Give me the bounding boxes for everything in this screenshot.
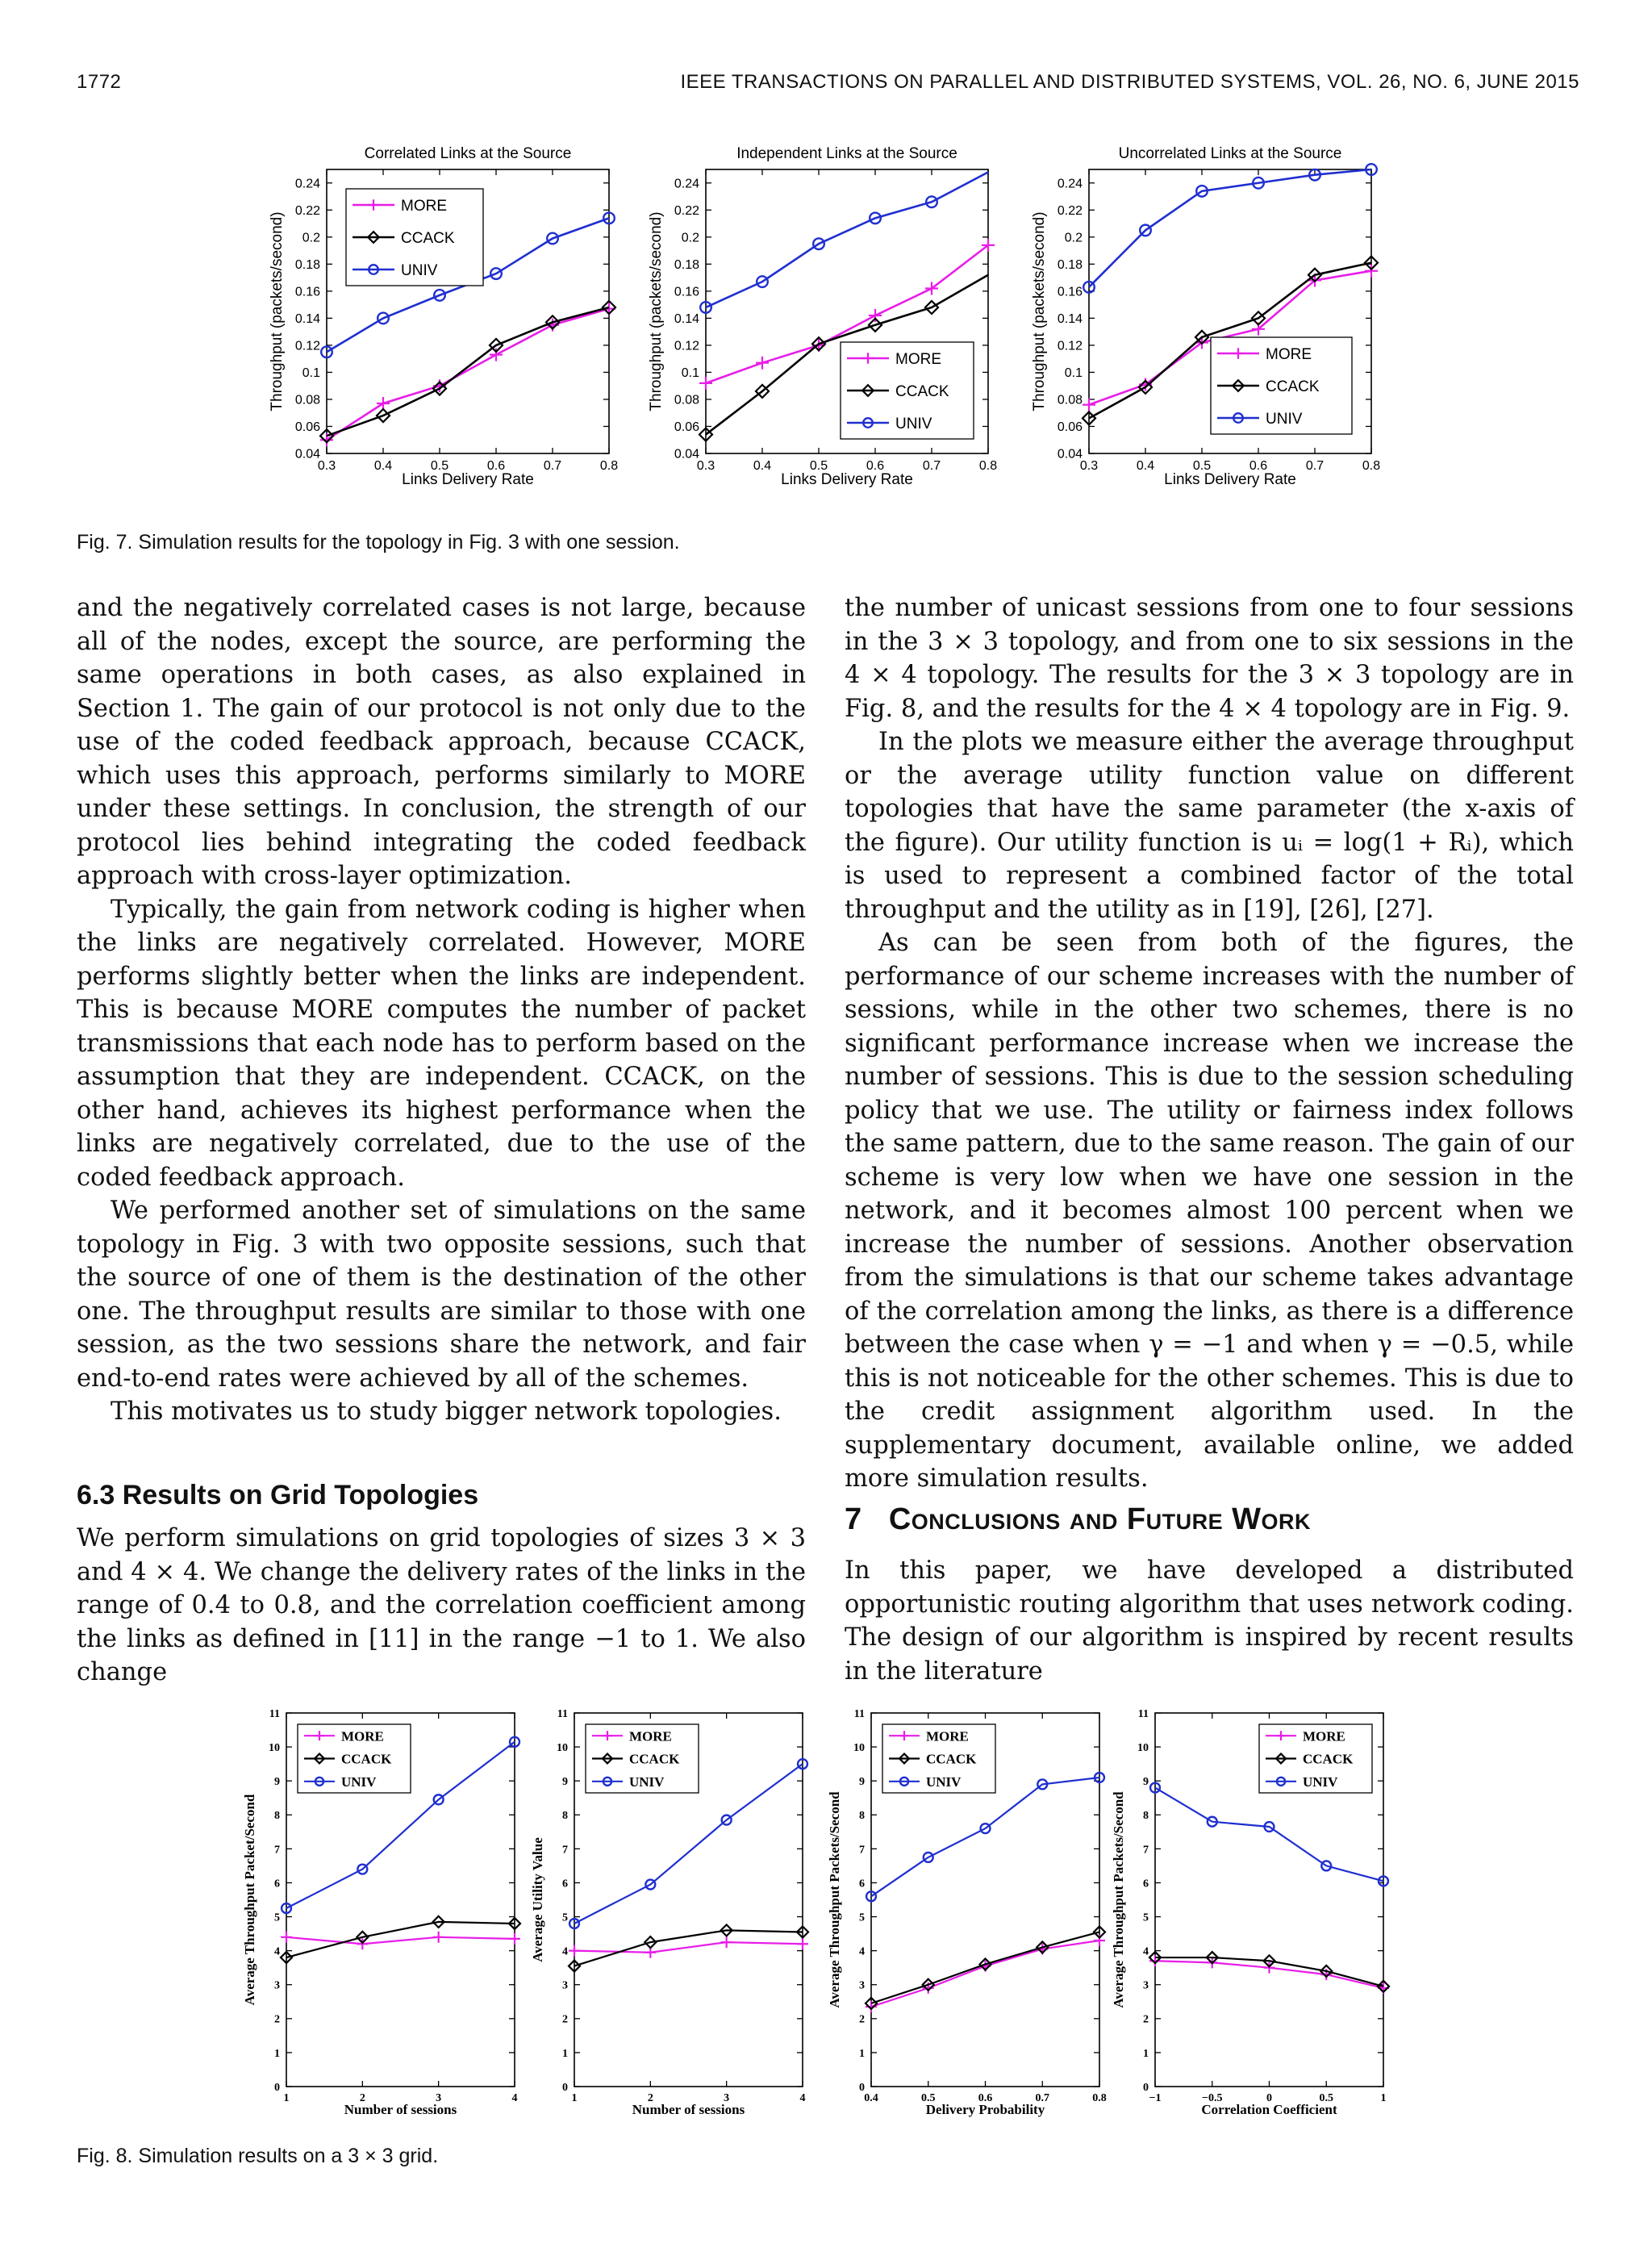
x-tick-label: 1 [571,2092,578,2104]
legend-label: UNIV [1266,410,1303,428]
x-tick-label: 0.5 [921,2092,936,2104]
legend-label: CCACK [629,1751,680,1767]
x-tick-label: 0.5 [809,459,828,473]
x-tick-label: 0 [1266,2092,1272,2104]
y-axis-label: Average Throughput Packets/Second [827,1791,842,2008]
y-tick-label: 0.22 [1057,203,1083,218]
y-tick-label: 3 [859,1979,865,1992]
fig8-caption: Fig. 8. Simulation results on a 3 × 3 grid. [77,2145,439,2167]
x-tick-label: 0.5 [1319,2092,1333,2104]
y-tick-label: 1 [274,2047,280,2060]
paragraph: This motivates us to study bigger network topologies. [111,1397,782,1426]
y-tick-label: 4 [859,1945,865,1958]
x-axis-label: Links Delivery Rate [1164,471,1296,488]
y-tick-label: 10 [269,1741,280,1754]
section-heading-6-3: 6.3 Results on Grid Topologies [77,1480,479,1510]
plus-marker [569,1945,580,1957]
x-tick-label: 0.4 [753,459,772,473]
x-tick-label: 0.7 [1035,2092,1049,2104]
fig8-charts [234,1698,1428,2134]
x-tick-label: 0.4 [373,459,393,473]
legend-label: MORE [341,1728,384,1744]
y-tick-label: 0.14 [1057,311,1083,326]
x-tick-label: 0.7 [543,459,562,473]
y-tick-label: 0.1 [302,366,320,381]
y-tick-label: 4 [1143,1945,1149,1958]
y-tick-label: 0 [859,2081,865,2094]
legend-label: MORE [629,1728,672,1744]
plus-marker [281,1932,292,1943]
paragraph: In this paper, we have developed a distributed opportunistic routing algorithm that uses network coding. The design of our algorithm is inspired by recent results in the literature [845,1556,1574,1686]
x-tick-label: 1 [283,2092,290,2104]
y-tick-label: 11 [557,1707,568,1720]
y-tick-label: 0.04 [1057,447,1083,462]
y-tick-label: 0.04 [294,447,320,462]
plus-marker [509,1933,520,1945]
y-tick-label: 0.12 [1057,339,1083,353]
x-tick-label: 0.8 [978,459,998,473]
y-tick-label: 9 [562,1776,568,1789]
x-tick-label: −1 [1149,2092,1162,2104]
chart-title: Uncorrelated Links at the Source [1118,145,1342,162]
x-axis-label: Correlation Coefficient [1201,2102,1337,2117]
y-tick-label: 9 [859,1776,865,1789]
series-line-more [871,1941,1099,2007]
x-axis-label: Links Delivery Rate [781,471,913,488]
x-tick-label: 0.7 [1305,459,1325,473]
paragraph: In the plots we measure either the average throughput or the average utility function value on different topologies that have the same parameter (the x-axis of the figure). Our utility function is uᵢ = log(1 + Rᵢ), which is used to represent a combined factor of the total throughput and the utility as in [19], [26], [27]. [845,728,1574,924]
plus-marker [869,309,882,322]
section-number: 7 [845,1502,862,1536]
x-axis-label: Number of sessions [632,2102,745,2117]
y-tick-label: 9 [274,1776,280,1789]
paragraph: the number of unicast sessions from one to four sessions in the 3 × 3 topology, and from one to six sessions in the 4 × 4 topology. The results for the 3 × 3 topology are in Fig. 8, and the results for the 4 × 4 topology are in Fig. 9. [845,594,1574,723]
x-tick-label: 0.8 [1092,2092,1107,2104]
y-tick-label: 6 [859,1878,865,1890]
y-tick-label: 7 [562,1844,568,1857]
x-tick-label: 0.6 [866,459,885,473]
legend-label: MORE [401,197,447,215]
y-axis-label: Throughput (packets/second) [648,211,665,412]
y-tick-label: 7 [859,1844,865,1857]
legend-label: UNIV [926,1773,962,1790]
y-tick-label: 11 [269,1707,280,1720]
y-tick-label: 0 [562,2081,568,2094]
x-tick-label: 2 [359,2092,365,2104]
y-tick-label: 0.06 [1057,420,1083,435]
chart-fig8c [827,1708,1107,2117]
x-tick-label: 0.5 [430,459,449,473]
x-axis-label: Number of sessions [344,2102,457,2117]
chart-fig7c [1031,145,1380,488]
y-axis-label: Throughput (packets/second) [269,211,286,412]
y-tick-label: 2 [1143,2013,1149,2026]
y-tick-label: 0.08 [294,393,320,407]
legend-label: MORE [926,1728,969,1744]
y-tick-label: 8 [1143,1810,1149,1823]
x-tick-label: 0.7 [922,459,941,473]
paragraph: We performed another set of simulations on the same topology in Fig. 3 with two opposite sessions, such that the source of one of them is the destination of the other one. The throughput results are similar to those with one session, as the two sessions share the network, and fair end-to-end rates were achieved by all of the schemes. [77,1197,806,1393]
y-tick-label: 0.14 [294,311,320,326]
y-tick-label: 5 [859,1911,865,1924]
x-axis-label: Links Delivery Rate [402,471,534,488]
y-tick-label: 10 [1137,1741,1149,1754]
legend-label: UNIV [895,415,932,432]
left-column-continued [77,1522,806,1690]
y-tick-label: 2 [274,2013,280,2026]
running-header: IEEE TRANSACTIONS ON PARALLEL AND DISTRIBUTED SYSTEMS, VOL. 26, NO. 6, JUNE 2015 [680,71,1579,93]
series-line-univ [1089,169,1371,287]
y-tick-label: 0.16 [294,285,320,299]
y-axis-label: Average Throughput Packet/Second [242,1794,257,2006]
y-tick-label: 0.06 [294,420,320,435]
y-tick-label: 0.24 [1057,177,1083,191]
legend-label: UNIV [629,1773,665,1790]
legend-label: CCACK [895,382,949,400]
y-tick-label: 0.1 [1064,366,1083,381]
chart-fig8d [1111,1708,1389,2117]
series-line-univ [706,172,988,307]
y-tick-label: 11 [1137,1707,1149,1720]
x-tick-label: 4 [511,2092,518,2104]
y-tick-label: 5 [274,1911,280,1924]
y-tick-label: 0.16 [674,285,699,299]
y-tick-label: 0.24 [294,177,320,191]
chart-fig7a [269,145,618,488]
y-tick-label: 10 [853,1741,865,1754]
paragraph: We perform simulations on grid topologies of sizes 3 × 3 and 4 × 4. We change the delivery rates of the links in the range of 0.4 to 0.8, and the correlation coefficient among the links as defined in [11] in the range −1 to 1. We also change [77,1524,806,1686]
x-tick-label: 0.3 [696,459,715,473]
y-tick-label: 8 [274,1810,280,1823]
plus-marker [721,1936,732,1948]
x-tick-label: −0.5 [1202,2092,1223,2104]
plus-marker [797,1938,808,1949]
y-tick-label: 0.08 [1057,393,1083,407]
y-tick-label: 3 [1143,1979,1149,1992]
y-tick-label: 2 [859,2013,865,2026]
y-tick-label: 0.2 [1064,231,1083,245]
chart-fig8a [242,1708,520,2117]
legend-label: CCACK [341,1751,392,1767]
figure-7 [73,125,1589,516]
section-title: Conclusions and Future Work [888,1502,1312,1536]
y-tick-label: 4 [562,1945,568,1958]
section-heading-7 [845,1502,1311,1537]
x-tick-label: 3 [724,2092,730,2104]
x-tick-label: 0.4 [864,2092,878,2104]
right-column-continued [845,1554,1574,1688]
y-tick-label: 0 [274,2081,280,2094]
y-tick-label: 3 [274,1979,280,1992]
plus-marker [756,357,769,370]
x-tick-label: 0.4 [1136,459,1155,473]
y-tick-label: 5 [1143,1911,1149,1924]
y-tick-label: 6 [1143,1878,1149,1890]
y-tick-label: 0.14 [674,311,699,326]
y-tick-label: 1 [1143,2047,1149,2060]
series-line-more [574,1942,803,1953]
right-column [845,591,1574,1496]
legend-label: CCACK [1266,378,1320,395]
x-tick-label: 0.6 [486,459,506,473]
x-tick-label: 0.6 [1249,459,1268,473]
legend-label: UNIV [401,261,438,279]
y-tick-label: 0.18 [674,257,699,272]
y-axis-label: Average Throughput Packets/Second [1111,1791,1126,2008]
y-tick-label: 0.04 [674,447,699,462]
y-tick-label: 0.12 [674,339,699,353]
y-tick-label: 0.2 [681,231,699,245]
legend-label: CCACK [1303,1751,1354,1767]
y-tick-label: 0.22 [294,203,320,218]
y-tick-label: 3 [562,1979,568,1992]
paragraph: As can be seen from both of the figures, the performance of our scheme increases with the number of sessions, while in the other two schemes, there is no significant performance increase when we increase the number of sessions. This is due to the session scheduling policy that we use. The utility or fairness index follows the same pattern, due to the same reason. The gain of our scheme is very low when we have one session in the network, and it becomes almost 100 percent when we increase the number of sessions. Another observation from the simulations is that our scheme takes advantage of the correlation among the links, as there is a difference between the case when γ = −1 and when γ = −0.5, while this is not noticeable for the other schemes. This is due to the credit assignment algorithm used. In the supplementary document, available online, we added more simulation results. [845,929,1574,1493]
y-tick-label: 5 [562,1911,568,1924]
plus-marker [1365,265,1378,278]
y-tick-label: 0 [1143,2081,1149,2094]
y-tick-label: 0.2 [302,231,320,245]
plus-marker [1083,399,1095,412]
y-tick-label: 4 [274,1945,280,1958]
x-tick-label: 4 [799,2092,806,2104]
legend-label: UNIV [341,1773,377,1790]
y-tick-label: 1 [859,2047,865,2060]
y-tick-label: 7 [1143,1844,1149,1857]
plus-marker [490,349,503,361]
chart-fig7b [648,145,997,488]
x-tick-label: 1 [1380,2092,1387,2104]
y-tick-label: 0.16 [1057,285,1083,299]
y-tick-label: 6 [274,1878,280,1890]
x-tick-label: 3 [436,2092,442,2104]
x-tick-label: 0.5 [1192,459,1212,473]
legend-label: MORE [1266,345,1312,363]
legend-label: CCACK [926,1751,977,1767]
x-tick-label: 0.3 [317,459,336,473]
paragraph: and the negatively correlated cases is not large, because all of the nodes, except the source, are performing the same operations in both cases, as also explained in Section 1. The gain of our protocol is not only due to the use of the coded feedback approach, because CCACK, which uses this approach, performs similarly to MORE under these settings. In conclusion, the strength of our protocol lies behind integrating the coded feedback approach with cross-layer optimization. [77,594,806,890]
y-tick-label: 0.18 [1057,257,1083,272]
x-tick-label: 0.8 [599,459,619,473]
y-tick-label: 1 [562,2047,568,2060]
legend-label: CCACK [401,229,455,247]
chart-title: Independent Links at the Source [736,145,957,162]
y-tick-label: 6 [562,1878,568,1890]
y-tick-label: 8 [859,1810,865,1823]
page-number: 1772 [77,71,122,93]
series-line-more [286,1937,515,1944]
series-line-univ [871,1778,1099,1896]
x-tick-label: 2 [647,2092,653,2104]
plus-marker [433,1932,444,1943]
y-tick-label: 10 [557,1741,568,1754]
legend-label: UNIV [1303,1773,1338,1790]
y-tick-label: 11 [853,1707,865,1720]
y-tick-label: 9 [1143,1776,1149,1789]
y-tick-label: 0.22 [674,203,699,218]
y-tick-label: 0.12 [294,339,320,353]
x-tick-label: 0.6 [978,2092,993,2104]
figure-8 [234,1698,1428,2134]
x-tick-label: 0.3 [1079,459,1099,473]
legend-label: MORE [1303,1728,1345,1744]
y-tick-label: 0.08 [674,393,699,407]
plus-marker [699,377,712,390]
paragraph: Typically, the gain from network coding is higher when the links are negatively correlated. However, MORE performs slightly better when the links are independent. This is because MORE computes the number of packet transmissions that each node has to perform based on the assumption that they are independent. CCACK, on the other hand, achieves its highest performance when the links are negatively correlated, due to the use of the coded feedback approach. [77,895,806,1192]
y-axis-label: Average Utility Value [530,1837,545,1962]
y-tick-label: 0.24 [674,177,699,191]
x-tick-label: 0.8 [1362,459,1381,473]
series-line-univ [1155,1788,1383,1882]
chart-fig8b [530,1708,808,2117]
legend-label: MORE [895,350,941,368]
chart-title: Correlated Links at the Source [364,145,572,162]
y-axis-label: Throughput (packets/second) [1031,211,1048,412]
y-tick-label: 0.1 [681,366,699,381]
y-tick-label: 7 [274,1844,280,1857]
left-column [77,591,806,1429]
fig7-charts [73,125,1589,516]
y-tick-label: 2 [562,2013,568,2026]
fig7-caption: Fig. 7. Simulation results for the topology in Fig. 3 with one session. [77,531,680,554]
x-axis-label: Delivery Probability [925,2102,1045,2117]
y-tick-label: 8 [562,1810,568,1823]
y-tick-label: 0.06 [674,420,699,435]
y-tick-label: 0.18 [294,257,320,272]
